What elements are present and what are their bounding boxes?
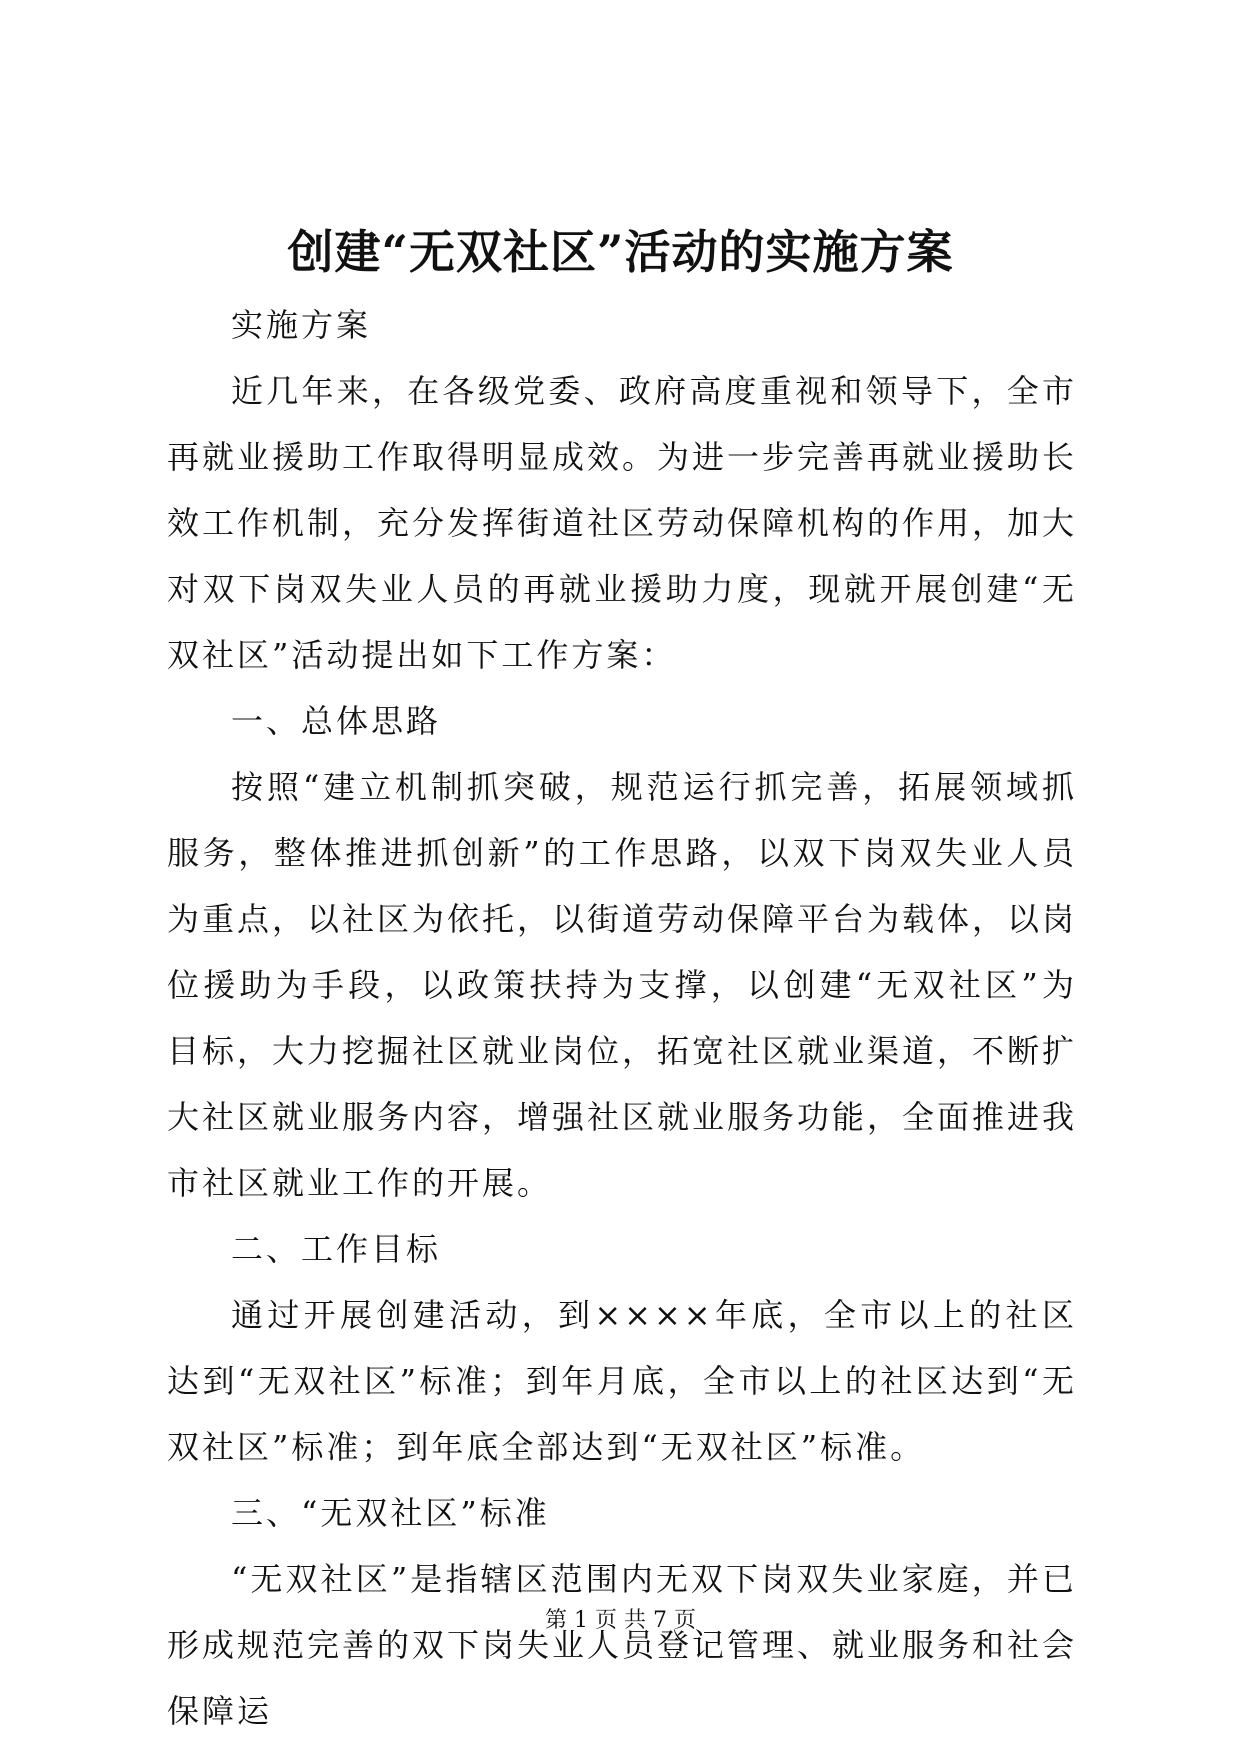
paragraph-overall-approach: 按照“建立机制抓突破，规范运行抓完善，拓展领域抓服务，整体推进抓创新”的工作思路，以双下岗双失业人员为重点，以社区为依托，以街道劳动保障平台为载体，以岗位援助为手段，以政策扶持为支撑，以创建“无双社区”为目标，大力挖掘社区就业岗位，拓宽社区就业渠道，不断扩大社区就业服务内容，增强社区就业服务功能，全面推进我市社区就业工作的开展。: [167, 768, 1078, 1202]
page-number-footer: 第 1 页 共 7 页: [545, 1608, 696, 1633]
section-heading-1: 一、总体思路: [231, 702, 442, 740]
document-body: [167, 292, 1077, 1744]
section-heading-3: 三、“无双社区”标准: [231, 1494, 550, 1532]
paragraph-intro: 近几年来，在各级党委、政府高度重视和领导下，全市再就业援助工作取得明显成效。为进一步完善再就业援助长效工作机制，充分发挥街道社区劳动保障机构的作用，加大对双下岗双失业人员的再就业援助力度，现就开展创建“无双社区”活动提出如下工作方案：: [167, 372, 1078, 674]
paragraph-work-goals: 通过开展创建活动，到××××年底，全市以上的社区达到“无双社区”标准；到年月底，全市以上的社区达到“无双社区”标准；到年底全部达到“无双社区”标准。: [167, 1296, 1077, 1466]
paragraph-standard: “无双社区”是指辖区范围内无双下岗双失业家庭，并已形成规范完善的双下岗失业人员登记管理、就业服务和社会保障运: [167, 1560, 1078, 1730]
paragraph-subtitle: 实施方案: [231, 306, 372, 344]
section-heading-2: 二、工作目标: [231, 1230, 442, 1268]
document-title: 创建“无双社区”活动的实施方案: [287, 225, 954, 279]
